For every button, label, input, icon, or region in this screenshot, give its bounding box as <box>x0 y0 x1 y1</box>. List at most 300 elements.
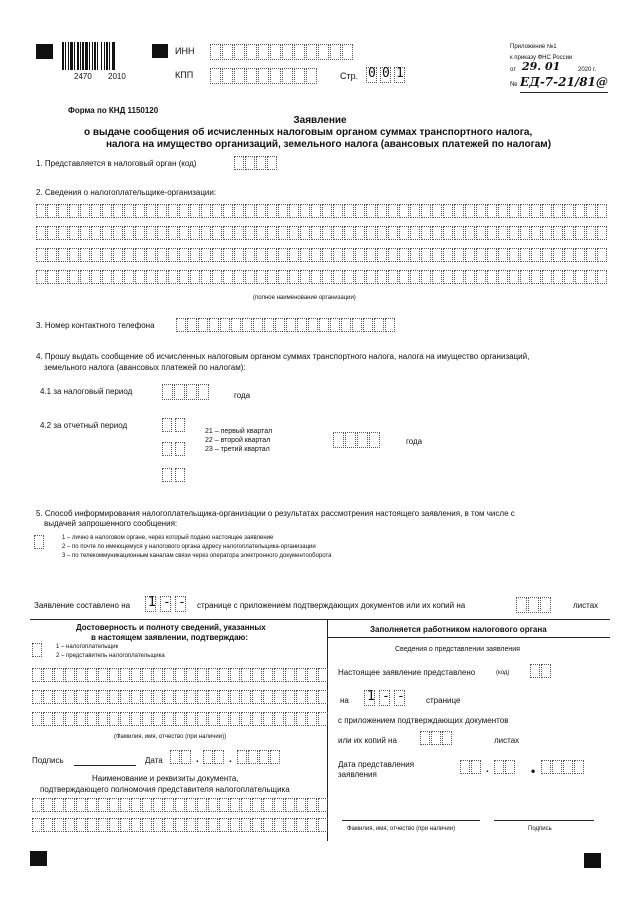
input-cell[interactable] <box>355 226 365 240</box>
input-cell[interactable] <box>531 204 541 218</box>
input-cell[interactable] <box>80 270 90 284</box>
input-cell[interactable] <box>230 712 240 726</box>
input-cell[interactable] <box>241 798 251 812</box>
input-cell[interactable] <box>170 750 180 764</box>
input-cell[interactable] <box>586 204 596 218</box>
input-cell[interactable] <box>47 248 57 262</box>
input-cell[interactable] <box>43 690 53 704</box>
input-cell[interactable] <box>385 318 395 332</box>
input-cell[interactable] <box>399 270 409 284</box>
input-cell[interactable] <box>252 690 262 704</box>
input-cell[interactable] <box>410 248 420 262</box>
input-cell[interactable] <box>76 668 86 682</box>
input-cell[interactable] <box>318 668 328 682</box>
input-cell[interactable] <box>120 668 130 682</box>
input-cell[interactable] <box>142 818 152 832</box>
input-cell[interactable] <box>520 248 530 262</box>
input-cell[interactable] <box>220 318 230 332</box>
input-cell[interactable] <box>330 44 341 60</box>
input-cell[interactable] <box>267 204 277 218</box>
input-cell[interactable] <box>374 318 384 332</box>
pages-count-cells[interactable] <box>145 596 191 612</box>
input-cell[interactable] <box>285 818 295 832</box>
input-cell[interactable] <box>242 318 252 332</box>
fio-row-1[interactable] <box>32 668 329 682</box>
input-cell[interactable] <box>311 248 321 262</box>
input-cell[interactable] <box>476 270 486 284</box>
input-cell[interactable] <box>210 44 221 60</box>
input-cell[interactable] <box>333 248 343 262</box>
input-cell[interactable] <box>153 690 163 704</box>
input-cell[interactable] <box>113 204 123 218</box>
input-cell[interactable] <box>186 712 196 726</box>
input-cell[interactable] <box>87 818 97 832</box>
input-cell[interactable] <box>65 818 75 832</box>
input-cell[interactable] <box>197 798 207 812</box>
input-cell[interactable] <box>58 226 68 240</box>
input-cell[interactable] <box>113 226 123 240</box>
input-cell[interactable] <box>377 270 387 284</box>
input-cell[interactable] <box>553 226 563 240</box>
input-cell[interactable] <box>175 818 185 832</box>
input-cell[interactable] <box>208 712 218 726</box>
input-cell[interactable] <box>575 226 585 240</box>
input-cell[interactable] <box>542 226 552 240</box>
input-cell[interactable] <box>208 818 218 832</box>
input-cell[interactable] <box>256 204 266 218</box>
input-cell[interactable] <box>102 270 112 284</box>
input-cell[interactable] <box>432 248 442 262</box>
input-cell[interactable] <box>241 712 251 726</box>
input-cell[interactable] <box>146 226 156 240</box>
input-cell[interactable] <box>131 798 141 812</box>
input-cell[interactable] <box>294 68 305 84</box>
input-cell[interactable] <box>43 818 53 832</box>
input-cell[interactable] <box>190 226 200 240</box>
input-cell[interactable] <box>399 226 409 240</box>
input-cell[interactable] <box>333 432 344 448</box>
input-cell[interactable] <box>274 798 284 812</box>
input-cell[interactable] <box>135 270 145 284</box>
input-cell[interactable] <box>47 226 57 240</box>
input-cell[interactable] <box>541 664 551 678</box>
input-cell[interactable] <box>476 226 486 240</box>
input-cell[interactable] <box>267 270 277 284</box>
input-cell[interactable] <box>366 204 376 218</box>
input-cell[interactable] <box>377 204 387 218</box>
input-cell[interactable] <box>153 798 163 812</box>
input-cell[interactable] <box>322 226 332 240</box>
input-cell[interactable] <box>109 690 119 704</box>
input-cell[interactable] <box>222 44 233 60</box>
input-cell[interactable] <box>454 226 464 240</box>
page-number-cells[interactable] <box>366 67 408 83</box>
input-cell[interactable] <box>443 270 453 284</box>
input-cell[interactable] <box>157 270 167 284</box>
input-cell[interactable] <box>509 226 519 240</box>
input-cell[interactable] <box>87 668 97 682</box>
input-cell[interactable] <box>98 798 108 812</box>
input-cell[interactable] <box>263 712 273 726</box>
input-cell[interactable] <box>357 432 368 448</box>
input-cell[interactable] <box>294 44 305 60</box>
input-cell[interactable] <box>36 204 46 218</box>
input-cell[interactable] <box>285 798 295 812</box>
input-cell[interactable] <box>344 226 354 240</box>
left-date-month-cells[interactable] <box>203 750 225 764</box>
info-method-cell[interactable] <box>34 535 45 549</box>
input-cell[interactable] <box>307 712 317 726</box>
input-cell[interactable] <box>498 204 508 218</box>
input-cell[interactable] <box>43 798 53 812</box>
input-cell[interactable] <box>318 798 328 812</box>
input-cell[interactable] <box>531 226 541 240</box>
input-cell[interactable] <box>319 318 329 332</box>
input-cell[interactable] <box>43 668 53 682</box>
input-cell[interactable] <box>98 690 108 704</box>
input-cell[interactable] <box>32 668 42 682</box>
input-cell[interactable] <box>258 68 269 84</box>
confirmer-type-cell[interactable] <box>32 643 43 657</box>
input-cell[interactable] <box>443 248 453 262</box>
input-cell[interactable] <box>210 68 221 84</box>
input-cell[interactable] <box>342 44 353 60</box>
input-cell[interactable] <box>54 798 64 812</box>
input-cell[interactable] <box>345 432 356 448</box>
input-cell[interactable] <box>296 818 306 832</box>
input-cell[interactable] <box>289 248 299 262</box>
input-cell[interactable] <box>102 226 112 240</box>
input-cell[interactable] <box>146 270 156 284</box>
input-cell[interactable] <box>102 248 112 262</box>
input-cell[interactable] <box>528 597 539 613</box>
submitted-code-cells[interactable] <box>530 664 552 678</box>
input-cell[interactable] <box>420 731 430 745</box>
left-date-year-cells[interactable] <box>237 750 281 764</box>
input-cell[interactable] <box>246 68 257 84</box>
input-cell[interactable] <box>187 318 197 332</box>
input-cell[interactable] <box>509 248 519 262</box>
input-cell[interactable] <box>454 204 464 218</box>
input-cell[interactable] <box>256 226 266 240</box>
input-cell[interactable] <box>530 664 540 678</box>
input-cell[interactable] <box>564 226 574 240</box>
input-cell[interactable] <box>575 248 585 262</box>
input-cell[interactable] <box>564 270 574 284</box>
input-cell[interactable] <box>498 226 508 240</box>
input-cell[interactable] <box>69 226 79 240</box>
input-cell[interactable] <box>552 760 562 774</box>
input-cell[interactable] <box>388 248 398 262</box>
input-cell[interactable] <box>219 712 229 726</box>
input-cell[interactable] <box>219 818 229 832</box>
input-cell[interactable] <box>308 318 318 332</box>
input-cell[interactable] <box>109 798 119 812</box>
input-cell[interactable] <box>120 690 130 704</box>
input-cell[interactable] <box>142 668 152 682</box>
input-cell[interactable] <box>80 204 90 218</box>
input-cell[interactable] <box>421 226 431 240</box>
input-cell[interactable] <box>443 204 453 218</box>
input-cell[interactable] <box>230 818 240 832</box>
input-cell[interactable] <box>80 226 90 240</box>
tax-authority-code-cells[interactable] <box>234 156 278 170</box>
input-cell[interactable] <box>69 248 79 262</box>
input-cell[interactable] <box>120 798 130 812</box>
input-cell[interactable] <box>476 248 486 262</box>
input-cell[interactable] <box>553 248 563 262</box>
input-cell[interactable] <box>201 248 211 262</box>
input-cell[interactable] <box>252 818 262 832</box>
input-cell[interactable] <box>162 384 173 400</box>
input-cell[interactable] <box>399 248 409 262</box>
org-name-row-3[interactable] <box>36 248 608 262</box>
input-cell[interactable] <box>471 760 481 774</box>
input-cell[interactable] <box>241 690 251 704</box>
input-cell[interactable] <box>586 226 596 240</box>
org-name-row-1[interactable] <box>36 204 608 218</box>
input-cell[interactable] <box>300 270 310 284</box>
input-cell[interactable] <box>219 690 229 704</box>
input-cell[interactable] <box>553 270 563 284</box>
input-cell[interactable] <box>54 818 64 832</box>
input-cell[interactable] <box>487 248 497 262</box>
tax-period-year-cells[interactable] <box>162 384 210 400</box>
input-cell[interactable] <box>241 818 251 832</box>
input-cell[interactable] <box>223 226 233 240</box>
input-cell[interactable] <box>264 318 274 332</box>
input-cell[interactable] <box>252 712 262 726</box>
input-cell[interactable] <box>355 270 365 284</box>
input-cell[interactable] <box>252 798 262 812</box>
input-cell[interactable] <box>69 270 79 284</box>
input-cell[interactable] <box>201 204 211 218</box>
input-cell[interactable] <box>175 798 185 812</box>
fio-row-3[interactable] <box>32 712 329 726</box>
input-cell[interactable] <box>164 818 174 832</box>
input-cell[interactable] <box>135 204 145 218</box>
input-cell[interactable] <box>190 204 200 218</box>
input-cell[interactable] <box>91 226 101 240</box>
input-cell[interactable] <box>307 668 317 682</box>
input-cell[interactable] <box>307 798 317 812</box>
input-cell[interactable] <box>186 818 196 832</box>
right-date-year-cells[interactable] <box>541 760 585 774</box>
report-period-year-cells[interactable] <box>333 432 381 448</box>
input-cell[interactable] <box>322 204 332 218</box>
input-cell[interactable] <box>531 248 541 262</box>
input-cell[interactable] <box>80 248 90 262</box>
input-cell[interactable] <box>65 712 75 726</box>
input-cell[interactable] <box>575 204 585 218</box>
input-cell[interactable] <box>307 818 317 832</box>
input-cell[interactable] <box>32 798 42 812</box>
input-cell[interactable] <box>54 712 64 726</box>
input-cell[interactable] <box>209 318 219 332</box>
input-cell[interactable] <box>377 226 387 240</box>
input-cell[interactable] <box>267 248 277 262</box>
input-cell[interactable] <box>34 535 44 549</box>
input-cell[interactable] <box>300 226 310 240</box>
input-cell[interactable] <box>181 750 191 764</box>
input-cell[interactable] <box>135 248 145 262</box>
input-cell[interactable] <box>263 668 273 682</box>
input-cell[interactable] <box>190 248 200 262</box>
input-cell[interactable] <box>102 204 112 218</box>
input-cell[interactable] <box>203 750 213 764</box>
input-cell[interactable] <box>197 818 207 832</box>
input-cell[interactable] <box>168 226 178 240</box>
input-cell[interactable] <box>234 156 244 170</box>
input-cell[interactable] <box>270 68 281 84</box>
input-cell[interactable] <box>65 690 75 704</box>
input-cell[interactable] <box>344 248 354 262</box>
input-cell[interactable] <box>355 204 365 218</box>
input-cell[interactable] <box>47 270 57 284</box>
input-cell[interactable] <box>248 750 258 764</box>
input-cell[interactable] <box>223 248 233 262</box>
input-cell[interactable] <box>333 226 343 240</box>
input-cell[interactable] <box>270 44 281 60</box>
input-cell[interactable] <box>494 760 504 774</box>
input-cell[interactable] <box>179 226 189 240</box>
input-cell[interactable] <box>245 270 255 284</box>
input-cell[interactable] <box>87 798 97 812</box>
input-cell[interactable] <box>296 798 306 812</box>
input-cell[interactable] <box>65 798 75 812</box>
input-cell[interactable] <box>58 204 68 218</box>
input-cell[interactable] <box>410 226 420 240</box>
input-cell[interactable] <box>256 156 266 170</box>
input-cell[interactable] <box>366 248 376 262</box>
input-cell[interactable] <box>186 668 196 682</box>
input-cell[interactable] <box>282 44 293 60</box>
input-cell[interactable] <box>168 270 178 284</box>
input-cell[interactable] <box>307 690 317 704</box>
input-cell[interactable] <box>164 668 174 682</box>
input-cell[interactable] <box>344 270 354 284</box>
input-cell[interactable] <box>421 248 431 262</box>
input-cell[interactable] <box>366 226 376 240</box>
input-cell[interactable] <box>322 270 332 284</box>
org-name-row-4[interactable] <box>36 270 608 284</box>
input-cell[interactable] <box>270 750 280 764</box>
input-cell[interactable] <box>231 318 241 332</box>
input-cell[interactable] <box>465 270 475 284</box>
input-cell[interactable] <box>300 204 310 218</box>
input-cell[interactable] <box>289 270 299 284</box>
input-cell[interactable] <box>234 270 244 284</box>
input-cell[interactable] <box>179 270 189 284</box>
input-cell[interactable] <box>36 270 46 284</box>
input-cell[interactable] <box>69 204 79 218</box>
input-cell[interactable] <box>520 204 530 218</box>
input-cell[interactable] <box>109 712 119 726</box>
right-pages-count-cells[interactable] <box>364 690 410 706</box>
input-cell[interactable] <box>164 798 174 812</box>
input-cell[interactable] <box>241 668 251 682</box>
input-cell[interactable] <box>465 248 475 262</box>
input-cell[interactable] <box>498 270 508 284</box>
input-cell[interactable] <box>296 712 306 726</box>
input-cell[interactable] <box>460 760 470 774</box>
input-cell[interactable] <box>553 204 563 218</box>
input-cell[interactable] <box>186 798 196 812</box>
input-cell[interactable] <box>230 798 240 812</box>
input-cell[interactable] <box>476 204 486 218</box>
input-cell[interactable] <box>245 156 255 170</box>
input-cell[interactable] <box>388 270 398 284</box>
input-cell[interactable] <box>487 204 497 218</box>
input-cell[interactable] <box>542 270 552 284</box>
input-cell[interactable] <box>263 818 273 832</box>
input-cell[interactable] <box>175 668 185 682</box>
kpp-cells[interactable] <box>210 68 318 84</box>
input-cell[interactable] <box>245 204 255 218</box>
input-cell[interactable] <box>198 318 208 332</box>
input-cell[interactable] <box>124 270 134 284</box>
input-cell[interactable] <box>258 44 269 60</box>
input-cell[interactable] <box>520 270 530 284</box>
input-cell[interactable] <box>274 668 284 682</box>
input-cell[interactable] <box>432 270 442 284</box>
input-cell[interactable] <box>175 690 185 704</box>
input-cell[interactable] <box>109 668 119 682</box>
input-cell[interactable] <box>58 248 68 262</box>
input-cell[interactable] <box>201 226 211 240</box>
input-cell[interactable] <box>65 668 75 682</box>
input-cell[interactable] <box>352 318 362 332</box>
input-cell[interactable] <box>597 204 607 218</box>
input-cell[interactable] <box>234 248 244 262</box>
input-cell[interactable] <box>124 248 134 262</box>
input-cell[interactable] <box>286 318 296 332</box>
input-cell[interactable] <box>186 384 197 400</box>
input-cell[interactable] <box>333 204 343 218</box>
input-cell[interactable] <box>234 226 244 240</box>
input-cell[interactable] <box>76 712 86 726</box>
input-cell[interactable] <box>219 798 229 812</box>
input-cell[interactable] <box>98 712 108 726</box>
input-cell[interactable] <box>311 270 321 284</box>
input-cell[interactable] <box>153 668 163 682</box>
input-cell[interactable] <box>131 712 141 726</box>
input-cell[interactable] <box>274 818 284 832</box>
input-cell[interactable] <box>274 712 284 726</box>
input-cell[interactable] <box>179 204 189 218</box>
input-cell[interactable] <box>36 226 46 240</box>
input-cell[interactable] <box>285 712 295 726</box>
input-cell[interactable] <box>223 204 233 218</box>
input-cell[interactable] <box>275 318 285 332</box>
input-cell[interactable] <box>197 690 207 704</box>
input-cell[interactable] <box>586 248 596 262</box>
input-cell[interactable] <box>164 712 174 726</box>
input-cell[interactable] <box>186 690 196 704</box>
input-cell[interactable] <box>176 318 186 332</box>
inn-cells[interactable] <box>210 44 354 60</box>
input-cell[interactable] <box>113 248 123 262</box>
input-cell[interactable] <box>168 204 178 218</box>
input-cell[interactable] <box>43 712 53 726</box>
input-cell[interactable] <box>157 248 167 262</box>
input-cell[interactable] <box>454 248 464 262</box>
input-cell[interactable] <box>98 818 108 832</box>
input-cell[interactable] <box>564 204 574 218</box>
input-cell[interactable] <box>377 248 387 262</box>
input-cell[interactable] <box>322 248 332 262</box>
input-cell[interactable] <box>442 731 452 745</box>
